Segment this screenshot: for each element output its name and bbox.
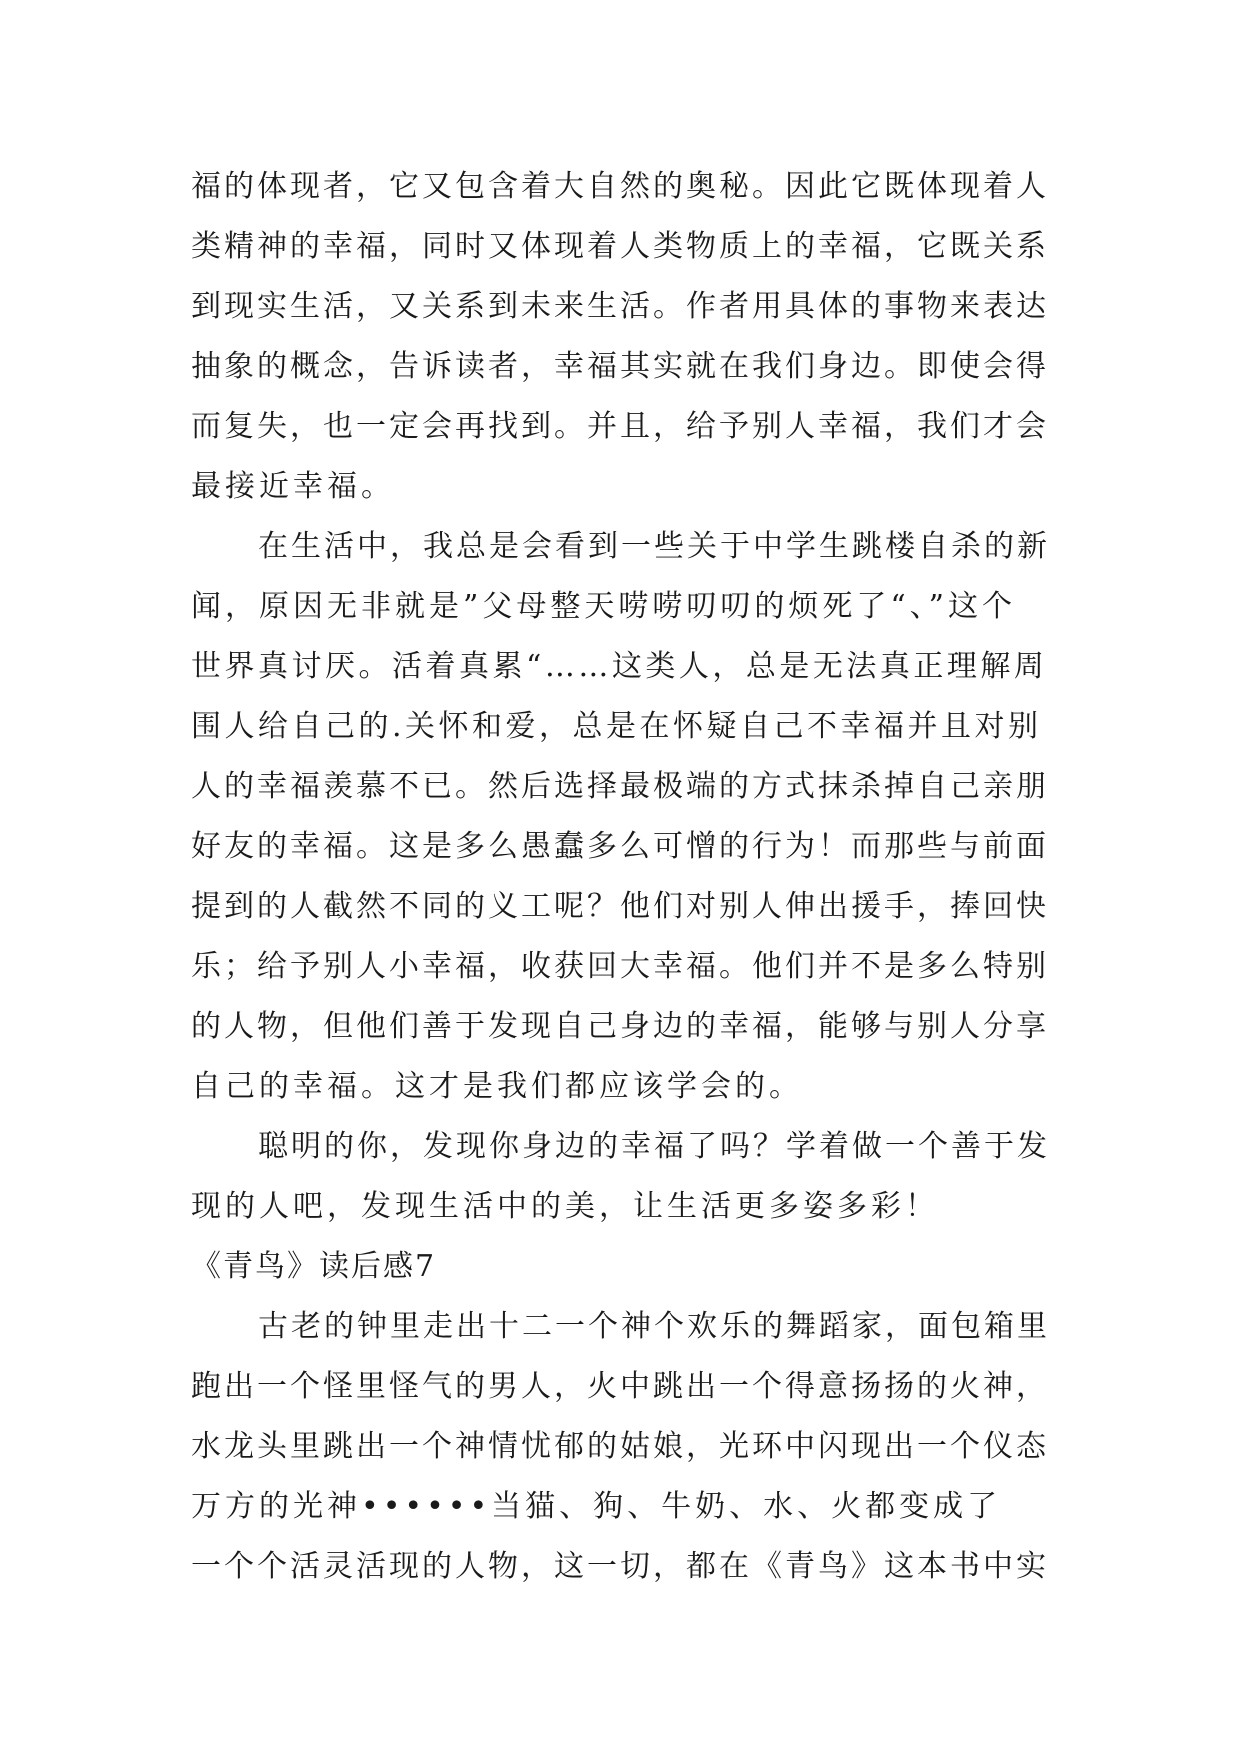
text-line: 的人物，但他们善于发现自己身边的幸福，能够与别人分享 <box>191 1009 1049 1044</box>
text-line: 福的体现者，它又包含着大自然的奥秘。因此它既体现着人 <box>191 169 1049 204</box>
paragraph-first-line: 古老的钟里走出十二一个神个欢乐的舞蹈家，面包箱里 <box>258 1309 1050 1344</box>
text-line: 类精神的幸福，同时又体现着人类物质上的幸福，它既关系 <box>191 229 1049 264</box>
text-line: 一个个活灵活现的人物，这一切，都在《青鸟》这本书中实 <box>191 1549 1049 1584</box>
text-line: 抽象的概念，告诉读者，幸福其实就在我们身边。即使会得 <box>191 349 1049 384</box>
text-line: 到现实生活，又关系到未来生活。作者用具体的事物来表达 <box>191 289 1049 324</box>
text-line: 自己的幸福。这才是我们都应该学会的。 <box>191 1069 803 1104</box>
text-line: 世界真讨厌。活着真累“……这类人，总是无法真正理解周 <box>191 649 1048 684</box>
text-line: 跑出一个怪里怪气的男人，火中跳出一个得意扬扬的火神， <box>191 1369 1049 1404</box>
text-line: 围人给自己的.关怀和爱，总是在怀疑自己不幸福并且对别 <box>191 709 1042 744</box>
text-line: 现的人吧，发现生活中的美，让生活更多姿多彩！ <box>191 1189 939 1224</box>
text-line: 提到的人截然不同的义工呢？他们对别人伸出援手，捧回快 <box>191 889 1049 924</box>
text-line: 而复失，也一定会再找到。并且，给予别人幸福，我们才会 <box>191 409 1049 444</box>
document-body <box>191 157 1051 1597</box>
text-line: 万方的光神••••••当猫、狗、牛奶、水、火都变成了 <box>191 1489 1002 1524</box>
section-heading: 《青鸟》读后感7 <box>191 1249 437 1284</box>
paragraph-first-line: 聪明的你，发现你身边的幸福了吗？学着做一个善于发 <box>258 1129 1050 1164</box>
text-line: 乐；给予别人小幸福，收获回大幸福。他们并不是多么特别 <box>191 949 1049 984</box>
text-line: 最接近幸福。 <box>191 469 395 504</box>
text-line: 好友的幸福。这是多么愚蠢多么可憎的行为！而那些与前面 <box>191 829 1049 864</box>
text-line: 人的幸福羡慕不已。然后选择最极端的方式抹杀掉自己亲朋 <box>191 769 1049 804</box>
text-line: 闻，原因无非就是”父母整天唠唠叨叨的烦死了“、”这个 <box>191 589 1017 624</box>
text-line: 水龙头里跳出一个神情忧郁的姑娘，光环中闪现出一个仪态 <box>191 1429 1049 1464</box>
paragraph-first-line: 在生活中，我总是会看到一些关于中学生跳楼自杀的新 <box>258 529 1050 564</box>
